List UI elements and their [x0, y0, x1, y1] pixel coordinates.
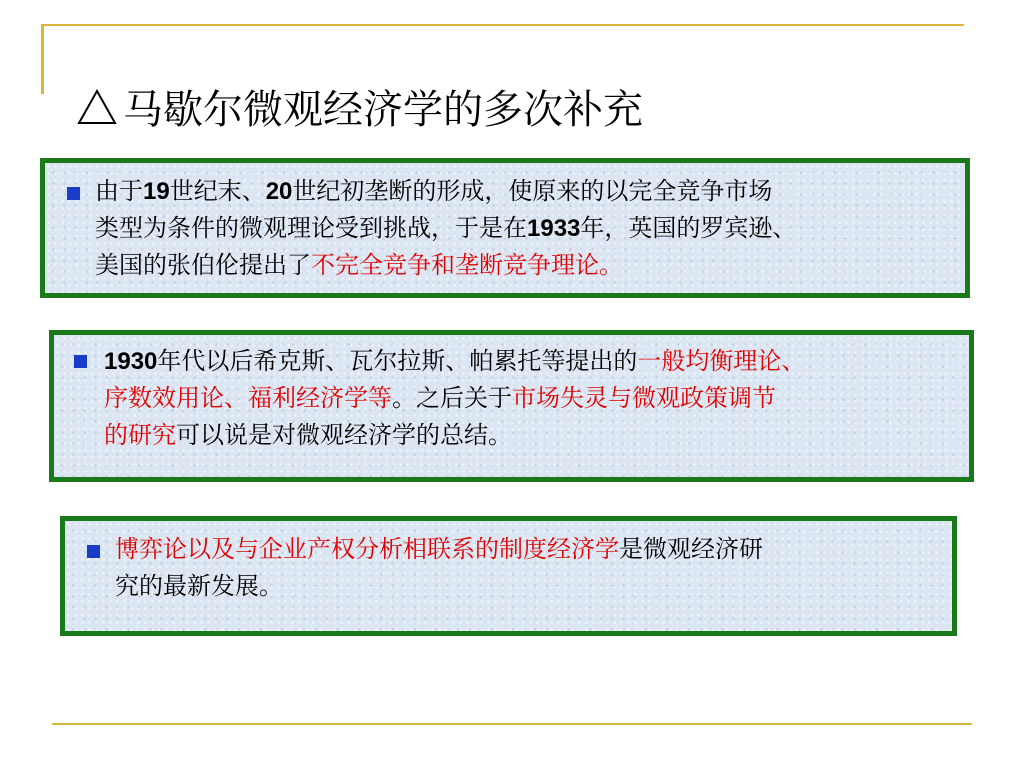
- square-bullet-icon: [67, 187, 80, 200]
- decorative-vertical-line: [41, 24, 44, 94]
- slide-title-text: 马歇尔微观经济学的多次补充: [123, 87, 643, 133]
- square-bullet-icon: [87, 545, 100, 558]
- text: 年代以后希克斯、瓦尔拉斯、帕累托等提出的: [157, 347, 638, 375]
- decorative-bottom-line: [52, 723, 972, 725]
- square-bullet-icon: [74, 355, 87, 368]
- text: 年，英国的罗宾逊、: [580, 214, 797, 242]
- content-box-3: [60, 516, 957, 636]
- paragraph-1: [95, 173, 975, 284]
- text: 美国的张伯伦提出了: [95, 251, 311, 279]
- paragraph-2: [104, 343, 984, 454]
- triangle-icon: [75, 87, 119, 127]
- number: 1930: [104, 348, 158, 375]
- text: 究的最新发展。: [115, 572, 283, 600]
- highlight-text: 的研究: [104, 421, 176, 449]
- text: 由于: [95, 177, 143, 205]
- highlight-text: 市场失灵与微观政策调节: [512, 384, 776, 412]
- number: 1933: [527, 215, 581, 242]
- decorative-top-line: [44, 24, 964, 26]
- highlight-text: 一般均衡理论、: [637, 347, 806, 375]
- text: 世纪末、: [169, 177, 266, 205]
- text: 。之后关于: [392, 384, 512, 412]
- text: 世纪初垄断的形成，使原来的以完全竞争市场: [292, 177, 773, 205]
- number: 19: [143, 178, 170, 205]
- content-box-2: [49, 330, 974, 482]
- text: 可以说是对微观经济学的总结。: [176, 421, 512, 449]
- slide-title: [75, 78, 643, 135]
- text: 是微观经济研: [619, 535, 763, 563]
- text: 类型为条件的微观理论受到挑战，于是在: [95, 214, 527, 242]
- highlight-text: 博弈论以及与企业产权分析相联系的制度经济学: [115, 535, 619, 563]
- highlight-text: 序数效用论、福利经济学等: [104, 384, 392, 412]
- paragraph-3: [115, 531, 935, 605]
- highlight-text: 不完全竞争和垄断竞争理论。: [311, 251, 623, 279]
- content-box-1: [40, 158, 970, 298]
- number: 20: [265, 178, 293, 205]
